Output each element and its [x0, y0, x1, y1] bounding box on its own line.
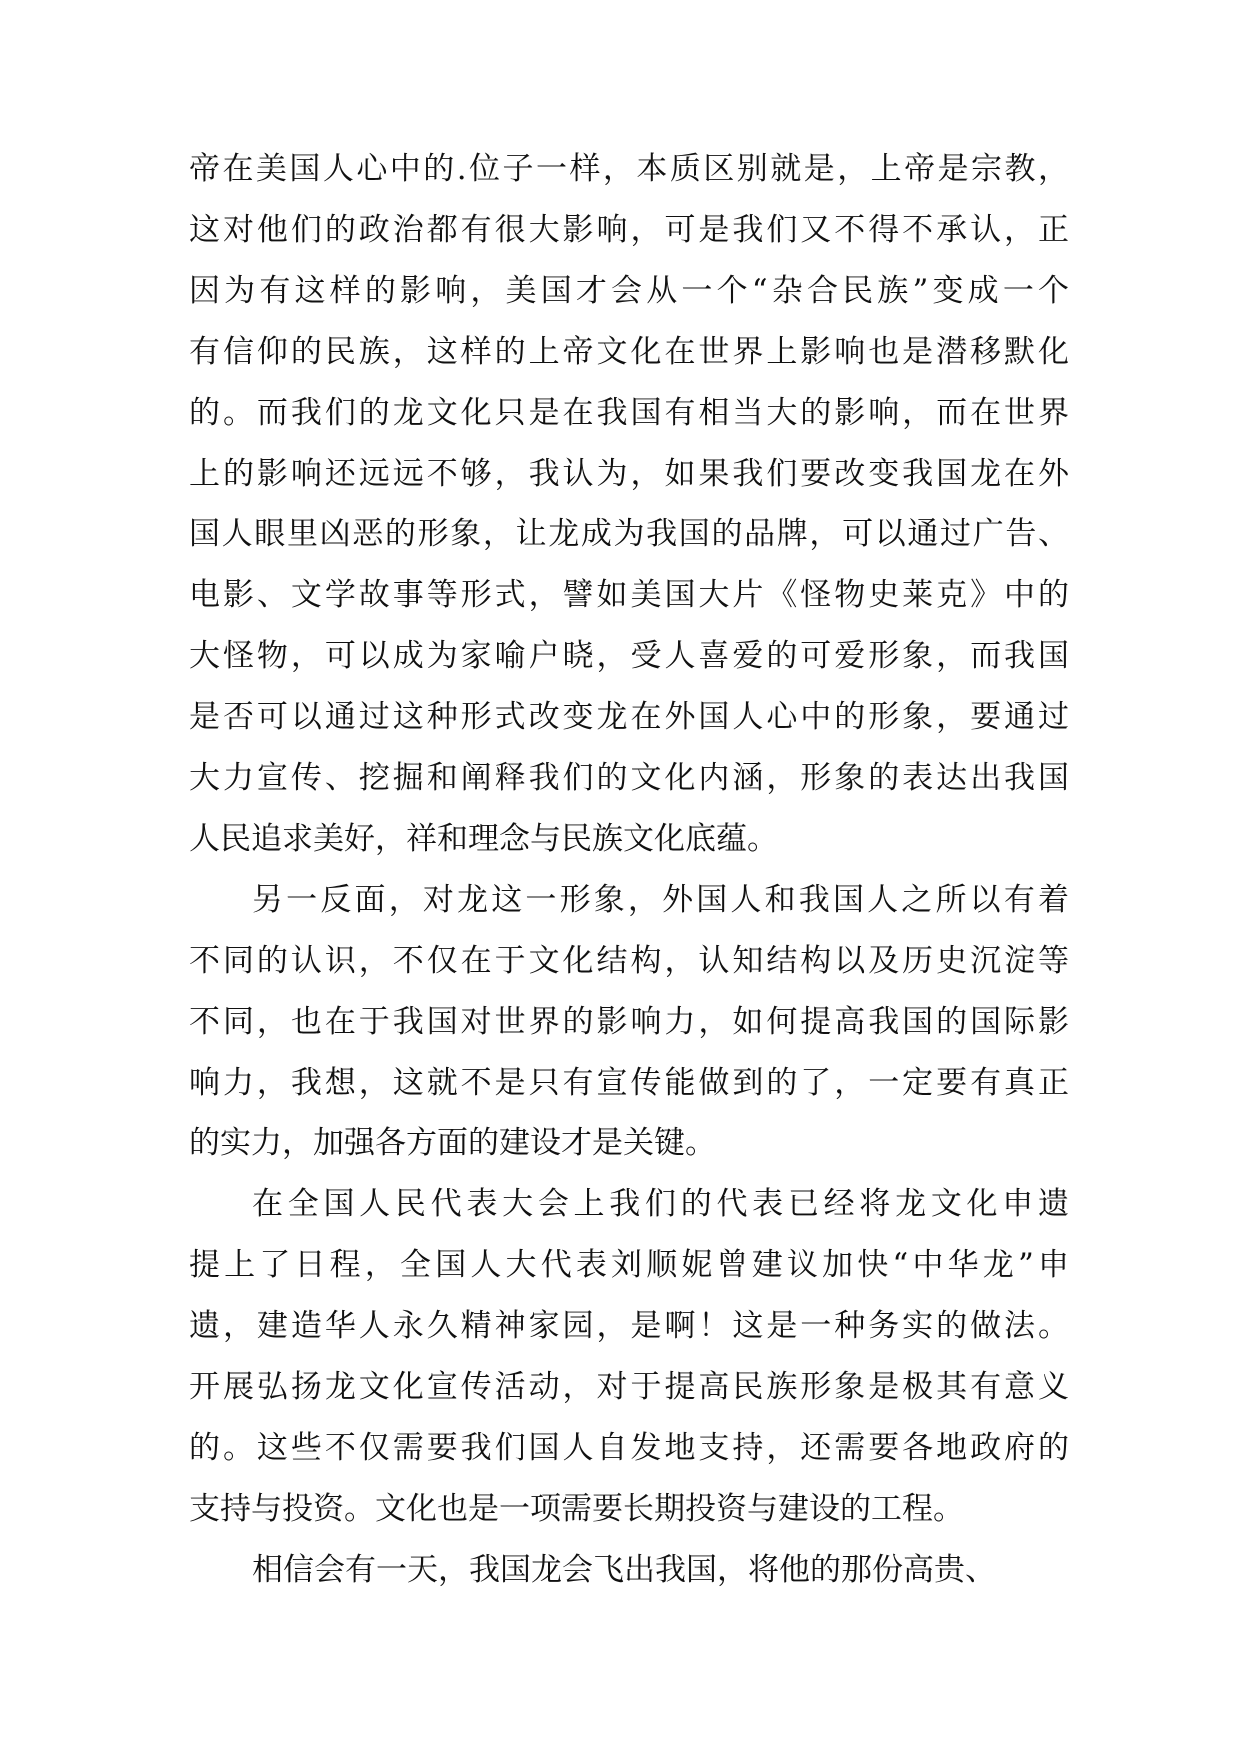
text-line: 大力宣传、挖掘和阐释我们的文化内涵，形象的表达出我国 — [189, 760, 1069, 796]
text-line: 提上了日程，全国人大代表刘顺妮曾建议加快“中华龙”申 — [189, 1247, 1069, 1284]
text-line: 是否可以通过这种形式改变龙在外国人心中的形象，要通过 — [189, 699, 1069, 736]
text-line: 人民追求美好，祥和理念与民族文化底蕴。 — [189, 820, 778, 857]
text-line: 因为有这样的影响，美国才会从一个“杂合民族”变成一个 — [189, 272, 1069, 309]
text-line: 的实力，加强各方面的建设才是关键。 — [189, 1125, 716, 1162]
text-line: 遗，建造华人永久精神家园，是啊！这是一种务实的做法。 — [189, 1308, 1069, 1345]
text-line: 的。而我们的龙文化只是在我国有相当大的影响，而在世界 — [189, 394, 1069, 431]
text-line: 这对他们的政治都有很大影响，可是我们又不得不承认，正 — [189, 211, 1069, 248]
text-line: 不同，也在于我国对世界的影响力，如何提高我国的国际影 — [189, 1003, 1069, 1040]
text-line: 响力，我想，这就不是只有宣传能做到的了，一定要有真正 — [189, 1064, 1069, 1101]
text-line: 相信会有一天，我国龙会飞出我国，将他的那份高贵、 — [252, 1551, 996, 1588]
text-line: 的。这些不仅需要我们国人自发地支持，还需要各地政府的 — [189, 1429, 1069, 1466]
text-line: 另一反面，对龙这一形象，外国人和我国人之所以有着 — [252, 881, 1069, 918]
text-line: 上的影响还远远不够，我认为，如果我们要改变我国龙在外 — [189, 455, 1069, 492]
text-line: 不同的认识，不仅在于文化结构，认知结构以及历史沉淀等 — [189, 942, 1069, 979]
text-line: 支持与投资。文化也是一项需要长期投资与建设的工程。 — [189, 1490, 964, 1527]
text-line: 国人眼里凶恶的形象，让龙成为我国的品牌，可以通过广告、 — [189, 516, 1069, 553]
text-line: 有信仰的民族，这样的上帝文化在世界上影响也是潜移默化 — [189, 333, 1069, 370]
text-line: 帝在美国人心中的.位子一样，本质区别就是，上帝是宗教， — [189, 151, 1069, 187]
text-line: 开展弘扬龙文化宣传活动，对于提高民族形象是极其有意义 — [189, 1369, 1069, 1405]
text-line: 在全国人民代表大会上我们的代表已经将龙文化申遗 — [252, 1186, 1069, 1223]
text-line: 大怪物，可以成为家喻户晓，受人喜爱的可爱形象，而我国 — [189, 638, 1069, 675]
text-line: 电影、文学故事等形式，譬如美国大片《怪物史莱克》中的 — [189, 577, 1069, 614]
